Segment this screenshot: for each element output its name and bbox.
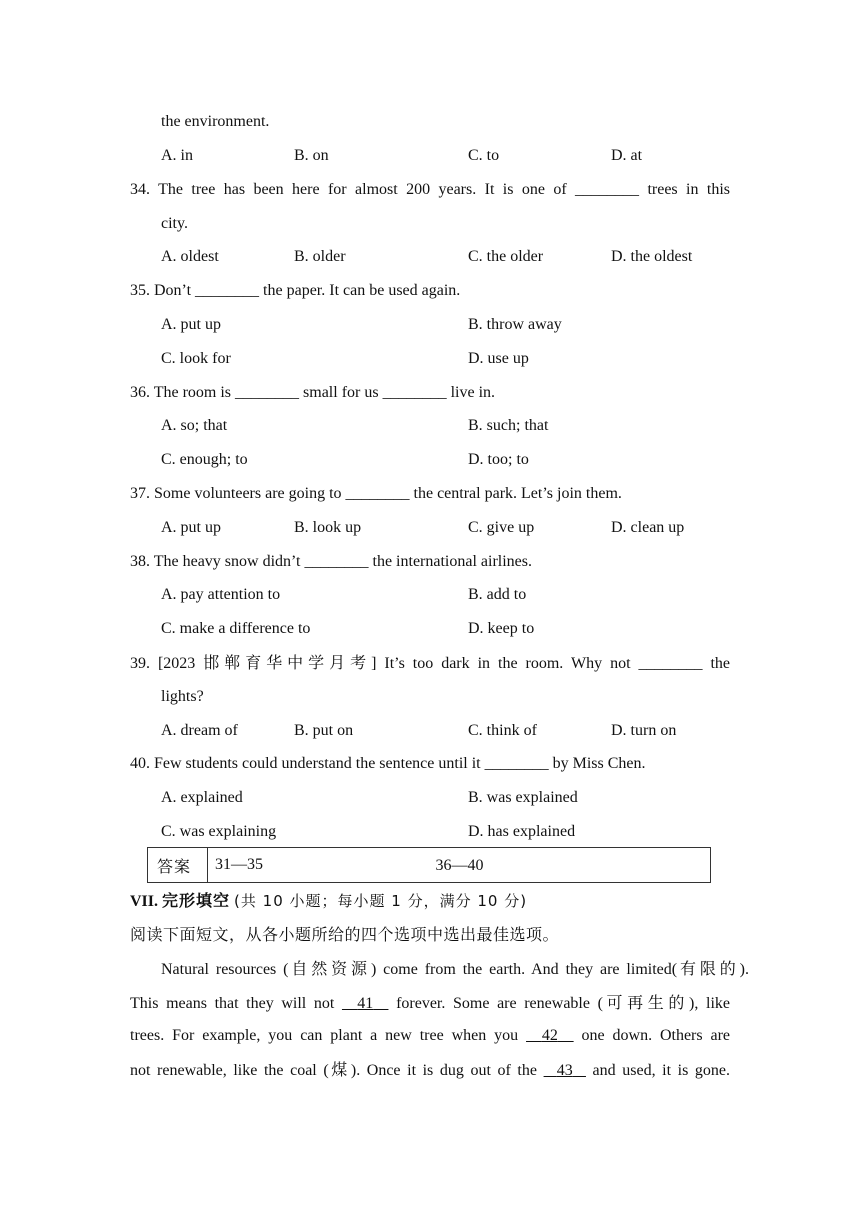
passage-line-4 [130,1060,730,1081]
q38-option-a: A. pay attention to [161,586,281,603]
q35-option-b: B. throw away [468,316,562,333]
q35-option-c: C. look for [161,350,231,367]
passage-text: Natural resources ( [161,961,289,978]
question-34-stem-cont: city. [161,215,188,232]
question-38-stem: 38. The heavy snow didn’t ________ the international airlines. [130,553,532,570]
q37-option-c: C. give up [468,519,535,536]
q33-option-a: A. in [161,147,193,164]
q36-option-d: D. too; to [468,451,529,468]
passage-cn-gloss: 煤 [328,1060,351,1079]
q36-option-b: B. such; that [468,417,549,434]
question-35-stem: 35. Don’t ________ the paper. It can be used again. [130,282,461,299]
answer-range-36-40: 36—40 [435,856,484,874]
blank-43[interactable] [544,1062,586,1079]
blank-42-number: 42 [541,1027,558,1044]
passage-text: ) come from the earth. And they are limited( [370,961,678,978]
q38-option-c: C. make a difference to [161,620,311,637]
question-37-stem: 37. Some volunteers are going to ________ the central park. Let’s join them. [130,485,622,502]
q34-option-d: D. the oldest [611,248,693,265]
passage-line-3 [130,1026,730,1046]
q40-option-d: D. has explained [468,823,576,840]
q34-option-b: B. older [294,248,346,265]
q36-option-c: C. enough; to [161,451,248,468]
answer-label: 答案 [148,848,208,883]
passage-text: forever. Some are renewable ( [388,995,603,1012]
q39-prefix: 39. [2023 [130,655,204,672]
q36-option-a: A. so; that [161,417,228,434]
passage-text: ), like [689,995,730,1012]
q39-option-a: A. dream of [161,722,238,739]
q35-option-a: A. put up [161,316,221,333]
q38-option-b: B. add to [468,586,527,603]
q33-option-b: B. on [294,147,329,164]
passage-text: one down. Others are [573,1027,731,1044]
q38-option-d: D. keep to [468,620,535,637]
passage-text: ). [739,961,749,978]
answer-cell[interactable] [208,848,711,883]
passage-text: not renewable, like the coal ( [130,1062,329,1079]
q39-option-d: D. turn on [611,722,677,739]
section-heading [130,891,527,912]
question-33-stem-end: the environment. [161,113,270,130]
answer-range-31-35: 31—35 [215,856,263,873]
passage-text: and used, it is gone. [585,1062,731,1079]
q40-option-a: A. explained [161,789,243,806]
section-note: (共 10 小题；每小题 1 分，满分 10 分) [234,892,528,910]
q34-option-a: A. oldest [161,248,219,265]
blank-41-number: 41 [357,995,374,1012]
question-34-stem: 34. The tree has been here for almost 200 years. It is one of ________ trees in this [130,181,730,198]
q39-option-c: C. think of [468,722,537,739]
passage-text: trees. For example, you can plant a new tree when you [130,1027,527,1044]
q40-option-c: C. was explaining [161,823,277,840]
q35-option-d: D. use up [468,350,529,367]
question-39-stem-cont: lights? [161,688,204,705]
question-36-stem: 36. The room is ________ small for us ________ live in. [130,384,496,401]
q39-rest: ] It’s too dark in the room. Why not ________ the [371,655,731,672]
section-numeral: VII. [130,893,159,910]
q33-option-d: D. at [611,147,643,164]
q39-option-b: B. put on [294,722,354,739]
q39-source: 邯郸育华中学月考 [203,653,372,672]
q37-option-d: D. clean up [611,519,685,536]
question-39-stem [130,653,730,674]
passage-cn-gloss: 有限的 [677,959,740,978]
blank-43-number: 43 [556,1062,573,1079]
passage-line-2 [130,993,730,1014]
passage-text: ). Once it is dug out of the [350,1062,544,1079]
blank-42[interactable] [526,1027,574,1044]
answer-table [147,847,711,883]
blank-41[interactable] [342,995,389,1012]
section-instruction: 阅读下面短文，从各小题所给的四个选项中选出最佳选项。 [130,925,560,944]
passage-line-1 [161,959,749,980]
q37-option-a: A. put up [161,519,221,536]
section-title: 完形填空 [162,891,231,910]
q37-option-b: B. look up [294,519,362,536]
passage-cn-gloss: 可再生的 [602,993,690,1012]
q40-option-b: B. was explained [468,789,578,806]
passage-cn-gloss: 自然资源 [288,959,371,978]
q34-option-c: C. the older [468,248,544,265]
passage-text: This means that they will not [130,995,342,1012]
question-40-stem: 40. Few students could understand the sentence until it ________ by Miss Chen. [130,755,646,772]
q33-option-c: C. to [468,147,500,164]
